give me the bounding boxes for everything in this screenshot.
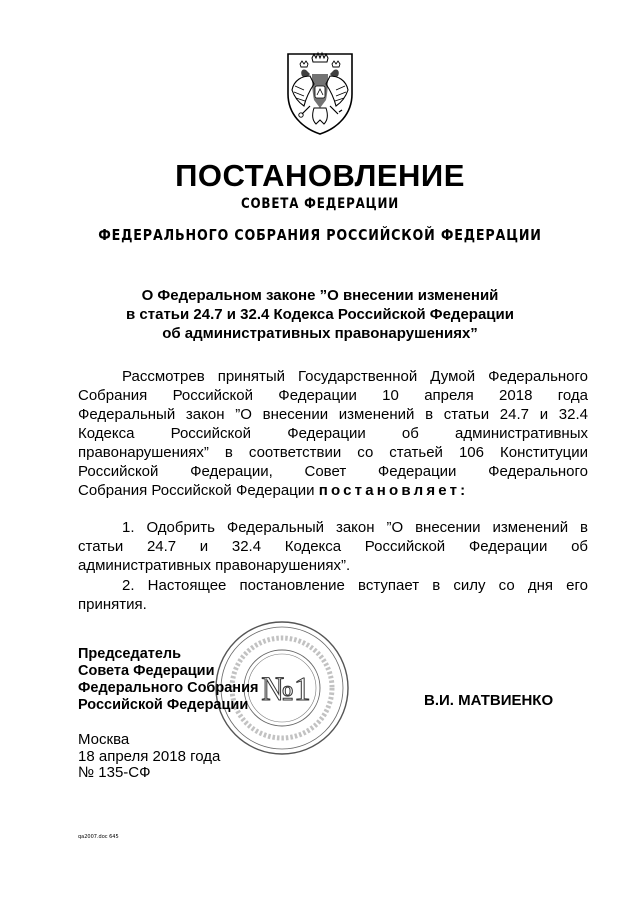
- intro-line: правонарушениях” в соответствии со статьей 106 Конституции: [78, 444, 588, 461]
- issuer-line-1: СОВЕТА ФЕДЕРАЦИИ: [240, 196, 400, 212]
- russian-coat-of-arms-icon: [282, 50, 358, 136]
- intro-line: Рассмотрев принятый Государственной Думой Федерального: [122, 368, 588, 385]
- resolution-item-2: [78, 576, 588, 614]
- item2-line: принятия.: [78, 596, 147, 613]
- file-code: qa2007.doc 645: [78, 834, 119, 840]
- intro-line: Федеральный закон ”О внесении изменений в статьи 24.7 и 32.4: [78, 406, 588, 423]
- item1-line: административных правонарушениях”.: [78, 557, 351, 574]
- city: Москва: [78, 731, 130, 748]
- signatory-title-line: Российской Федерации: [78, 697, 249, 713]
- seal-number: №1: [261, 671, 311, 708]
- signatory-name: В.И. МАТВИЕНКО: [424, 692, 554, 709]
- document-type-title: ПОСТАНОВЛЕНИЕ: [175, 158, 465, 193]
- signatory-title-line: Федерального Собрания: [78, 680, 259, 696]
- subject-line-3: об административных правонарушениях”: [162, 325, 478, 342]
- decision-word: постановляет:: [318, 482, 469, 499]
- item1-line: статьи 24.7 и 32.4 Кодекса Российской Федерации об: [78, 538, 588, 555]
- intro-line: Российской Федерации, Совет Федерации Федерального: [78, 463, 588, 480]
- intro-line: Кодекса Российской Федерации об административных: [78, 425, 588, 442]
- subject-line-1: О Федеральном законе ”О внесении изменений: [141, 287, 499, 304]
- intro-final-line: [78, 481, 588, 500]
- issuer-line-2: ФЕДЕРАЛЬНОГО СОБРАНИЯ РОССИЙСКОЙ ФЕДЕРАЦИИ: [98, 226, 542, 244]
- item2-line: 2. Настоящее постановление вступает в силу со дня его: [122, 577, 588, 594]
- intro-line: Собрания Российской Федерации 10 апреля 2018 года: [78, 387, 588, 404]
- signatory-title-line: Совета Федерации: [78, 663, 215, 679]
- signatory-title: [78, 646, 258, 714]
- document-subject: [0, 286, 640, 343]
- intro-paragraph: [78, 367, 588, 500]
- date: 18 апреля 2018 года: [78, 747, 221, 765]
- item1-line: 1. Одобрить Федеральный закон ”О внесении изменений в: [122, 519, 588, 536]
- document-number: № 135-СФ: [78, 764, 151, 781]
- subject-line-2: в статьи 24.7 и 32.4 Кодекса Российской Федерации: [126, 306, 514, 323]
- intro-last-prefix: Собрания Российской Федерации: [78, 482, 315, 499]
- resolution-item-1: [78, 518, 588, 575]
- signatory-title-line: Председатель: [78, 646, 182, 662]
- place-and-date: [78, 732, 220, 782]
